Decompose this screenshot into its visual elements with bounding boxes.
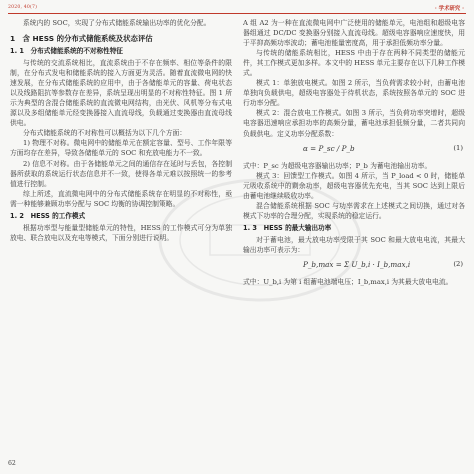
body-paragraph: 式中：U_b,i 为第 i 组蓄电池端电压；I_b,max,i 为其最大放电电流。 (243, 277, 453, 286)
body-paragraph: 对于蓄电池，最大放电功率受限于其 SOC 和最大放电电流，其最大输出功率可表示为： (243, 235, 465, 254)
intro-paragraph: 系统内的 SOC，实现了分布式储能系统输出功率的优化分配。 (23, 19, 211, 27)
body-paragraph: 与传统的储能系统相比，HESS 中由于存在两种不同类型的储能元件，其工作模式更加多样。本文中的 HESS 单元主要存在以下几种工作模式。 (243, 49, 465, 78)
body-paragraph: 式中：P_sc 为超级电容器输出功率；P_b 为蓄电池输出功率。 (243, 161, 432, 170)
running-header-left: 2020, 40(7) (8, 5, 38, 10)
body-paragraph: 根据功率型与能量型储能单元的特性，HESS 的工作模式可分为单独放电、联合放电以及充电等模式，下面分别进行说明。 (10, 223, 232, 242)
subsection-heading: 1. 3 HESS 的最大输出功率 (243, 223, 332, 232)
header-rule (8, 13, 466, 14)
body-paragraph: 模式 1：单独放电模式。如图 2 所示，当负荷需求较小时，由蓄电池单独向负载供电，超级电容器处于待机状态，系统按照各单元的 SOC 进行功率分配。 (243, 79, 465, 108)
body-paragraph: A 组 A2 为一种在直流微电网中广泛使用的储能单元，电池组和超级电容器组通过 DC/DC 变换器分别接入直流母线。超级电容器响应速度快，用于平抑高频功率波动；蓄电池能量密度高，用于承担低频功率分量。 (243, 19, 465, 48)
body-paragraph: 分布式储能系统的不对称性可以概括为以下几个方面： (23, 129, 187, 138)
subsection-heading: 1. 1 分布式储能系统的不对称性特征 (10, 47, 123, 56)
section-heading: 1 含 HESS 的分布式储能系统及状态评估 (10, 34, 153, 44)
left-column (10, 18, 232, 243)
running-header-right: · 学术研究 · (434, 6, 464, 12)
body-paragraph: 1) 物理不对称。微电网中的储能单元在额定容量、型号、工作年限等方面均存在差异，导致各储能单元的 SOC 和充放电能力不一致。 (10, 139, 232, 158)
body-paragraph: 混合储能系统根据 SOC 与功率需求在上述模式之间切换，通过对各模式下功率的合理分配，实现系统的稳定运行。 (243, 201, 465, 220)
page-number: 62 (8, 460, 16, 467)
body-paragraph: 与传统的交流系统相比，直流系统由于不存在频率、相位等条件的限制，在分布式发电和储能系统的接入方面更为灵活。随着直流微电网的快速发展，在分布式储能系统的应用中，由于各储能单元的容量、荷电状态以及线路阻抗等参数存在差异，系统呈现出明显的不对称性特征。图 1 所示为典型的含混合储能系统的直流微电网结构，由光伏、风机等分布式电源以及多组储能单元经变换器接入直流母线，负载通过变换器由直流母线供电。 (10, 59, 232, 128)
equation-body: α = P_sc / P_b (303, 143, 355, 153)
equation-1 (243, 141, 465, 159)
body-paragraph: 模式 3：回馈型工作模式。如图 4 所示，当 P_load < 0 时，储能单元吸收系统中的剩余功率，超级电容器优先充电，当其 SOC 达到上限后由蓄电池继续吸收功率。 (243, 171, 465, 200)
body-paragraph: 模式 2：混合放电工作模式。如图 3 所示，当负荷功率突增时，超级电容器迅速响应承担功率的高频分量，蓄电池承担低频分量，二者共同向负载供电。定义功率分配系数： (243, 109, 465, 138)
equation-number: (2) (453, 259, 463, 268)
subsection-heading: 1. 2 HESS 的工作模式 (10, 211, 86, 220)
body-paragraph: 2) 信息不对称。由于各储能单元之间的通信存在延时与丢包，各控制器所获取的系统运行状态信息并不一致，使得各单元难以按照统一的参考值进行控制。 (10, 159, 232, 188)
equation-body: P_b,max = Σ U_b,i · I_b,max,i (303, 259, 411, 269)
equation-2 (243, 257, 465, 275)
body-paragraph: 综上所述，直流微电网中的分布式储能系统存在明显的不对称性，亟需一种能够兼顾功率分配与 SOC 均衡的协调控制策略。 (10, 189, 232, 208)
equation-number: (1) (453, 143, 463, 152)
right-column (243, 18, 465, 287)
